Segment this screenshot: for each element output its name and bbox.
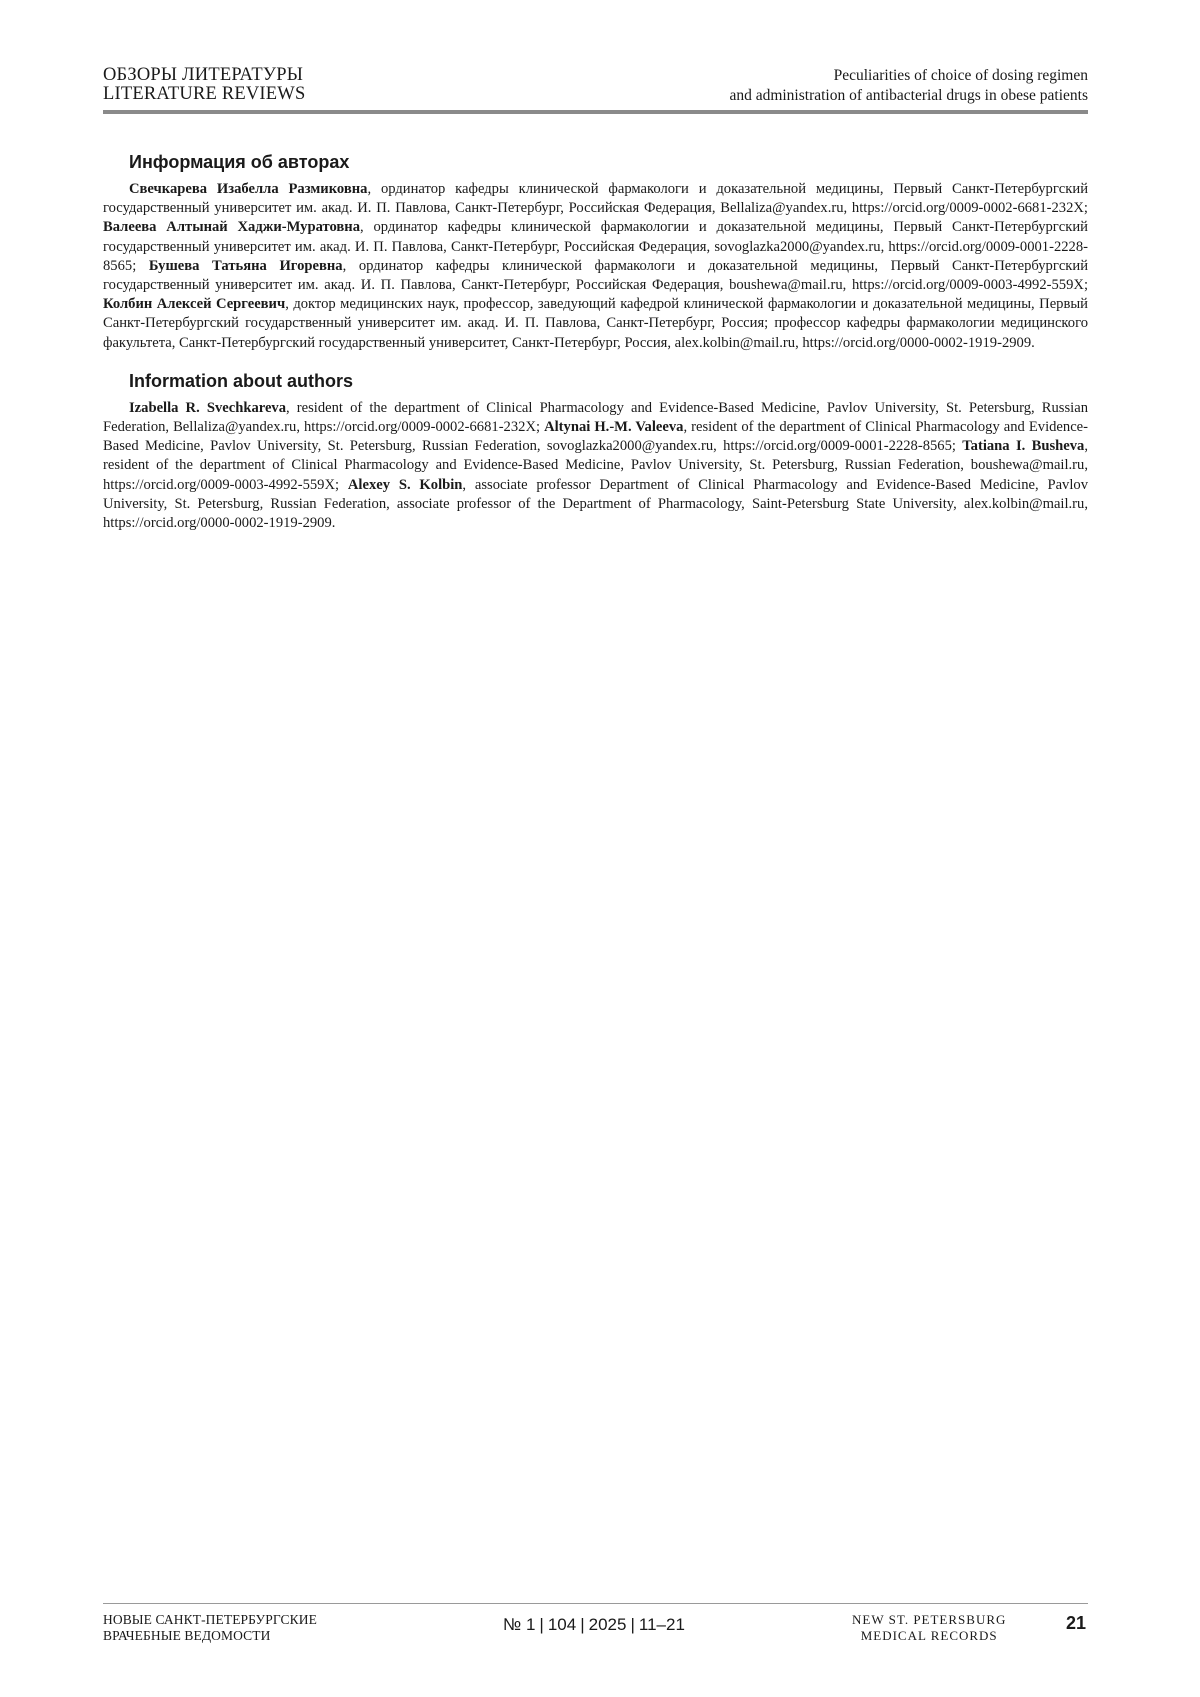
authors-heading-en: Information about authors [129,370,353,391]
section-label-ru: ОБЗОРЫ ЛИТЕРАТУРЫ [103,65,304,85]
author-details: , ординатор кафедры клинической фармакологии и доказательной медицины, Первый Санкт-Петербургский государственный университет им. акад. И. П. Павлова, Санкт-Петербург, Российская Федерация, sovoglazka2000@yandex.ru, https://orcid.org/0009-0001-2228-8565; [103,219,1088,274]
header-rule [103,110,1088,114]
journal-name-ru-line2: ВРАЧЕБНЫЕ ВЕДОМОСТИ [103,1628,271,1643]
author-name: Бушева Татьяна Игоревна [148,257,343,274]
volume-number: 104 [547,1615,577,1634]
issue-info [503,1615,685,1635]
main-content [103,150,1088,533]
author-details: , associate professor Department of Clinical Pharmacology and Evidence-Based Medicine, Pavlov University, St. Petersburg, Russian Federation, associate professor of the Department of Pharmacology, Saint-Petersburg State University, alex.kolbin@mail.ru, https://orcid.org/0000-0002-1919-2909. [103,476,1088,532]
author-details: , resident of the department of Clinical Pharmacology and Evidence-Based Medicine, Pavlov University, St. Petersburg, Russian Federation, sovoglazka2000@yandex.ru, https://orcid.org/0009-0001-2228-8565; [103,419,1089,455]
author-details: , доктор медицинских наук, профессор, заведующий кафедрой клинической фармакологии и доказательной медицины, Первый Санкт-Петербургский государственный университет им. акад. И. П. Павлова, Санкт-Петербург, Россия; профессор кафедры фармакологии медицинского факультета, Санкт-Петербургский государственный университет, Санкт-Петербург, Россия, alex.kolbin@mail.ru, https://orcid.org/0000-0002-1919-2909. [103,296,1088,351]
issue-number: № 1 [503,1615,536,1634]
issue-separator: | [539,1615,544,1634]
author-details: , resident of the department of Clinical Pharmacology and Evidence-Based Medicine, Pavlov University, St. Petersburg, Russian Federation, Bellaliza@yandex.ru, https://orcid.org/0009-0002-6681-232X; [103,399,1088,436]
page-number: 21 [1066,1613,1087,1633]
issue-year: 2025 [588,1615,627,1634]
author-name: Свечкарева Изабелла Размиковна [129,181,368,197]
author-details: , ординатор кафедры клинической фармакологи и доказательной медицины, Первый Санкт-Петербургский государственный университет им. акад. И. П. Павлова, Санкт-Петербург, Российская Федерация, Bellaliza@yandex.ru, https://orcid.org/0009-0002-6681-232X; [103,181,1088,217]
journal-name-en-line2: MEDICAL RECORDS [860,1628,998,1643]
journal-name-ru-line1: НОВЫЕ САНКТ-ПЕТЕРБУРГСКИЕ [103,1612,317,1627]
author-name: Tatiana I. Busheva [962,438,1085,455]
article-short-title-line2: and administration of antibacterial drugs in obese patients [729,87,1088,104]
article-short-title [729,66,1088,106]
author-name: Izabella R. Svechkareva [129,399,287,416]
section-label [103,66,305,104]
author-details: , ординатор кафедры клинической фармакологи и доказательной медицины, Первый Санкт-Петербургский государственный университет им. акад. И. П. Павлова, Санкт-Петербург, Российская Федерация, boushewa@mail.ru, https://orcid.org/0009-0003-4992-559X; [103,257,1089,294]
footer-rule [103,1603,1088,1604]
authors-heading-ru: Информация об авторах [129,152,350,172]
section-label-en: LITERATURE REVIEWS [103,84,306,104]
authors-info-ru [103,150,1088,353]
issue-separator: | [630,1615,635,1634]
journal-name-ru [103,1612,317,1644]
article-short-title-line1: Peculiarities of choice of dosing regimen [833,67,1088,84]
author-name: Валеева Алтынай Хаджи-Муратовна [103,219,360,236]
authors-paragraph-ru [103,180,1088,353]
journal-name-en [852,1612,1006,1644]
author-name: Колбин Алексей Сергеевич [103,296,286,313]
issue-separator: | [580,1615,585,1634]
journal-name-en-line1: NEW ST. PETERSBURG [852,1612,1007,1627]
authors-info-en [103,369,1088,533]
author-name: Alexey S. Kolbin [347,476,463,493]
running-header [103,66,1088,110]
article-pages: 11–21 [638,1615,685,1634]
author-name: Altynai H.-M. Valeeva [544,419,684,436]
authors-paragraph-en [103,399,1088,533]
author-details: , resident of the department of Clinical Pharmacology and Evidence-Based Medicine, Pavlov University, St. Petersburg, Russian Federation, boushewa@mail.ru, https://orcid.org/0009-0003-4992-559X; [103,438,1088,493]
